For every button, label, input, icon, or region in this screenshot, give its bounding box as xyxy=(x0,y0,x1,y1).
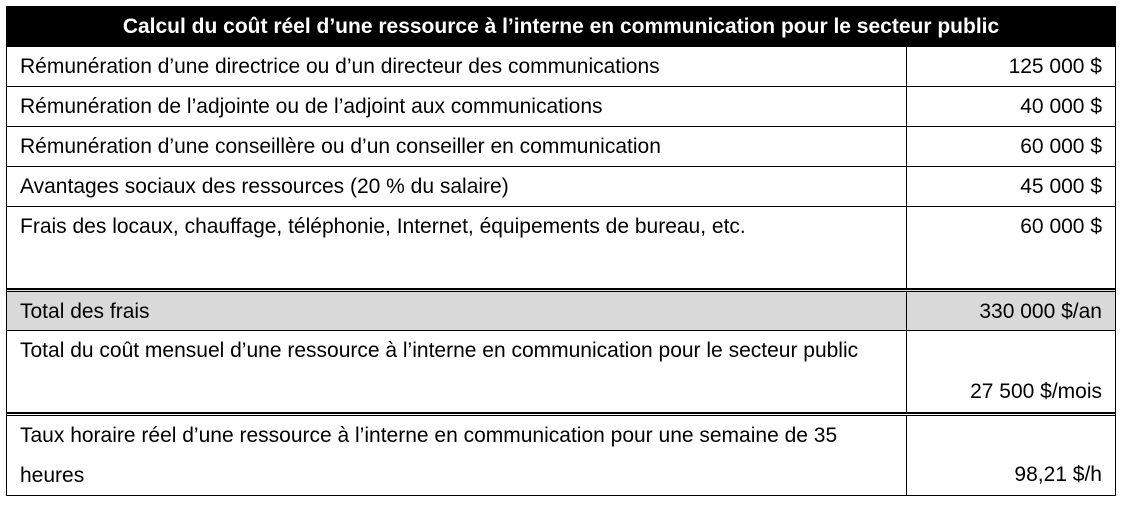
hourly-rate-row xyxy=(7,413,1115,495)
row-label: Rémunération d’une conseillère ou d’un conseiller en communication xyxy=(7,127,907,166)
table-row xyxy=(7,87,1115,127)
monthly-cost-row xyxy=(7,331,1115,413)
table-row xyxy=(7,167,1115,207)
table-row xyxy=(7,47,1115,87)
cost-table xyxy=(6,6,1116,496)
row-value: 60 000 $ xyxy=(1020,215,1102,238)
monthly-cost-value: 27 500 $/mois xyxy=(970,380,1102,403)
row-value: 125 000 $ xyxy=(1008,55,1102,78)
row-value: 45 000 $ xyxy=(1020,175,1102,198)
hourly-rate-label: Taux horaire réel d’une ressource à l’interne en communication pour une semaine de 35 heures xyxy=(7,416,907,495)
row-label: Frais des locaux, chauffage, téléphonie, Internet, équipements de bureau, etc. xyxy=(7,207,907,288)
total-row xyxy=(7,289,1115,331)
row-label: Rémunération de l’adjointe ou de l’adjoint aux communications xyxy=(7,87,907,126)
table-row xyxy=(7,207,1115,289)
row-label: Avantages sociaux des ressources (20 % du salaire) xyxy=(7,167,907,206)
total-label: Total des frais xyxy=(7,292,907,330)
row-label: Rémunération d’une directrice ou d’un directeur des communications xyxy=(7,47,907,86)
table-title: Calcul du coût réel d’une ressource à l’interne en communication pour le secteur public xyxy=(7,7,1115,47)
hourly-rate-value: 98,21 $/h xyxy=(1014,463,1102,486)
row-value: 40 000 $ xyxy=(1020,95,1102,118)
table-row xyxy=(7,127,1115,167)
row-value: 60 000 $ xyxy=(1020,135,1102,158)
total-value: 330 000 $/an xyxy=(979,300,1102,323)
monthly-cost-label: Total du coût mensuel d’une ressource à l’interne en communication pour le secteur public xyxy=(7,331,907,412)
